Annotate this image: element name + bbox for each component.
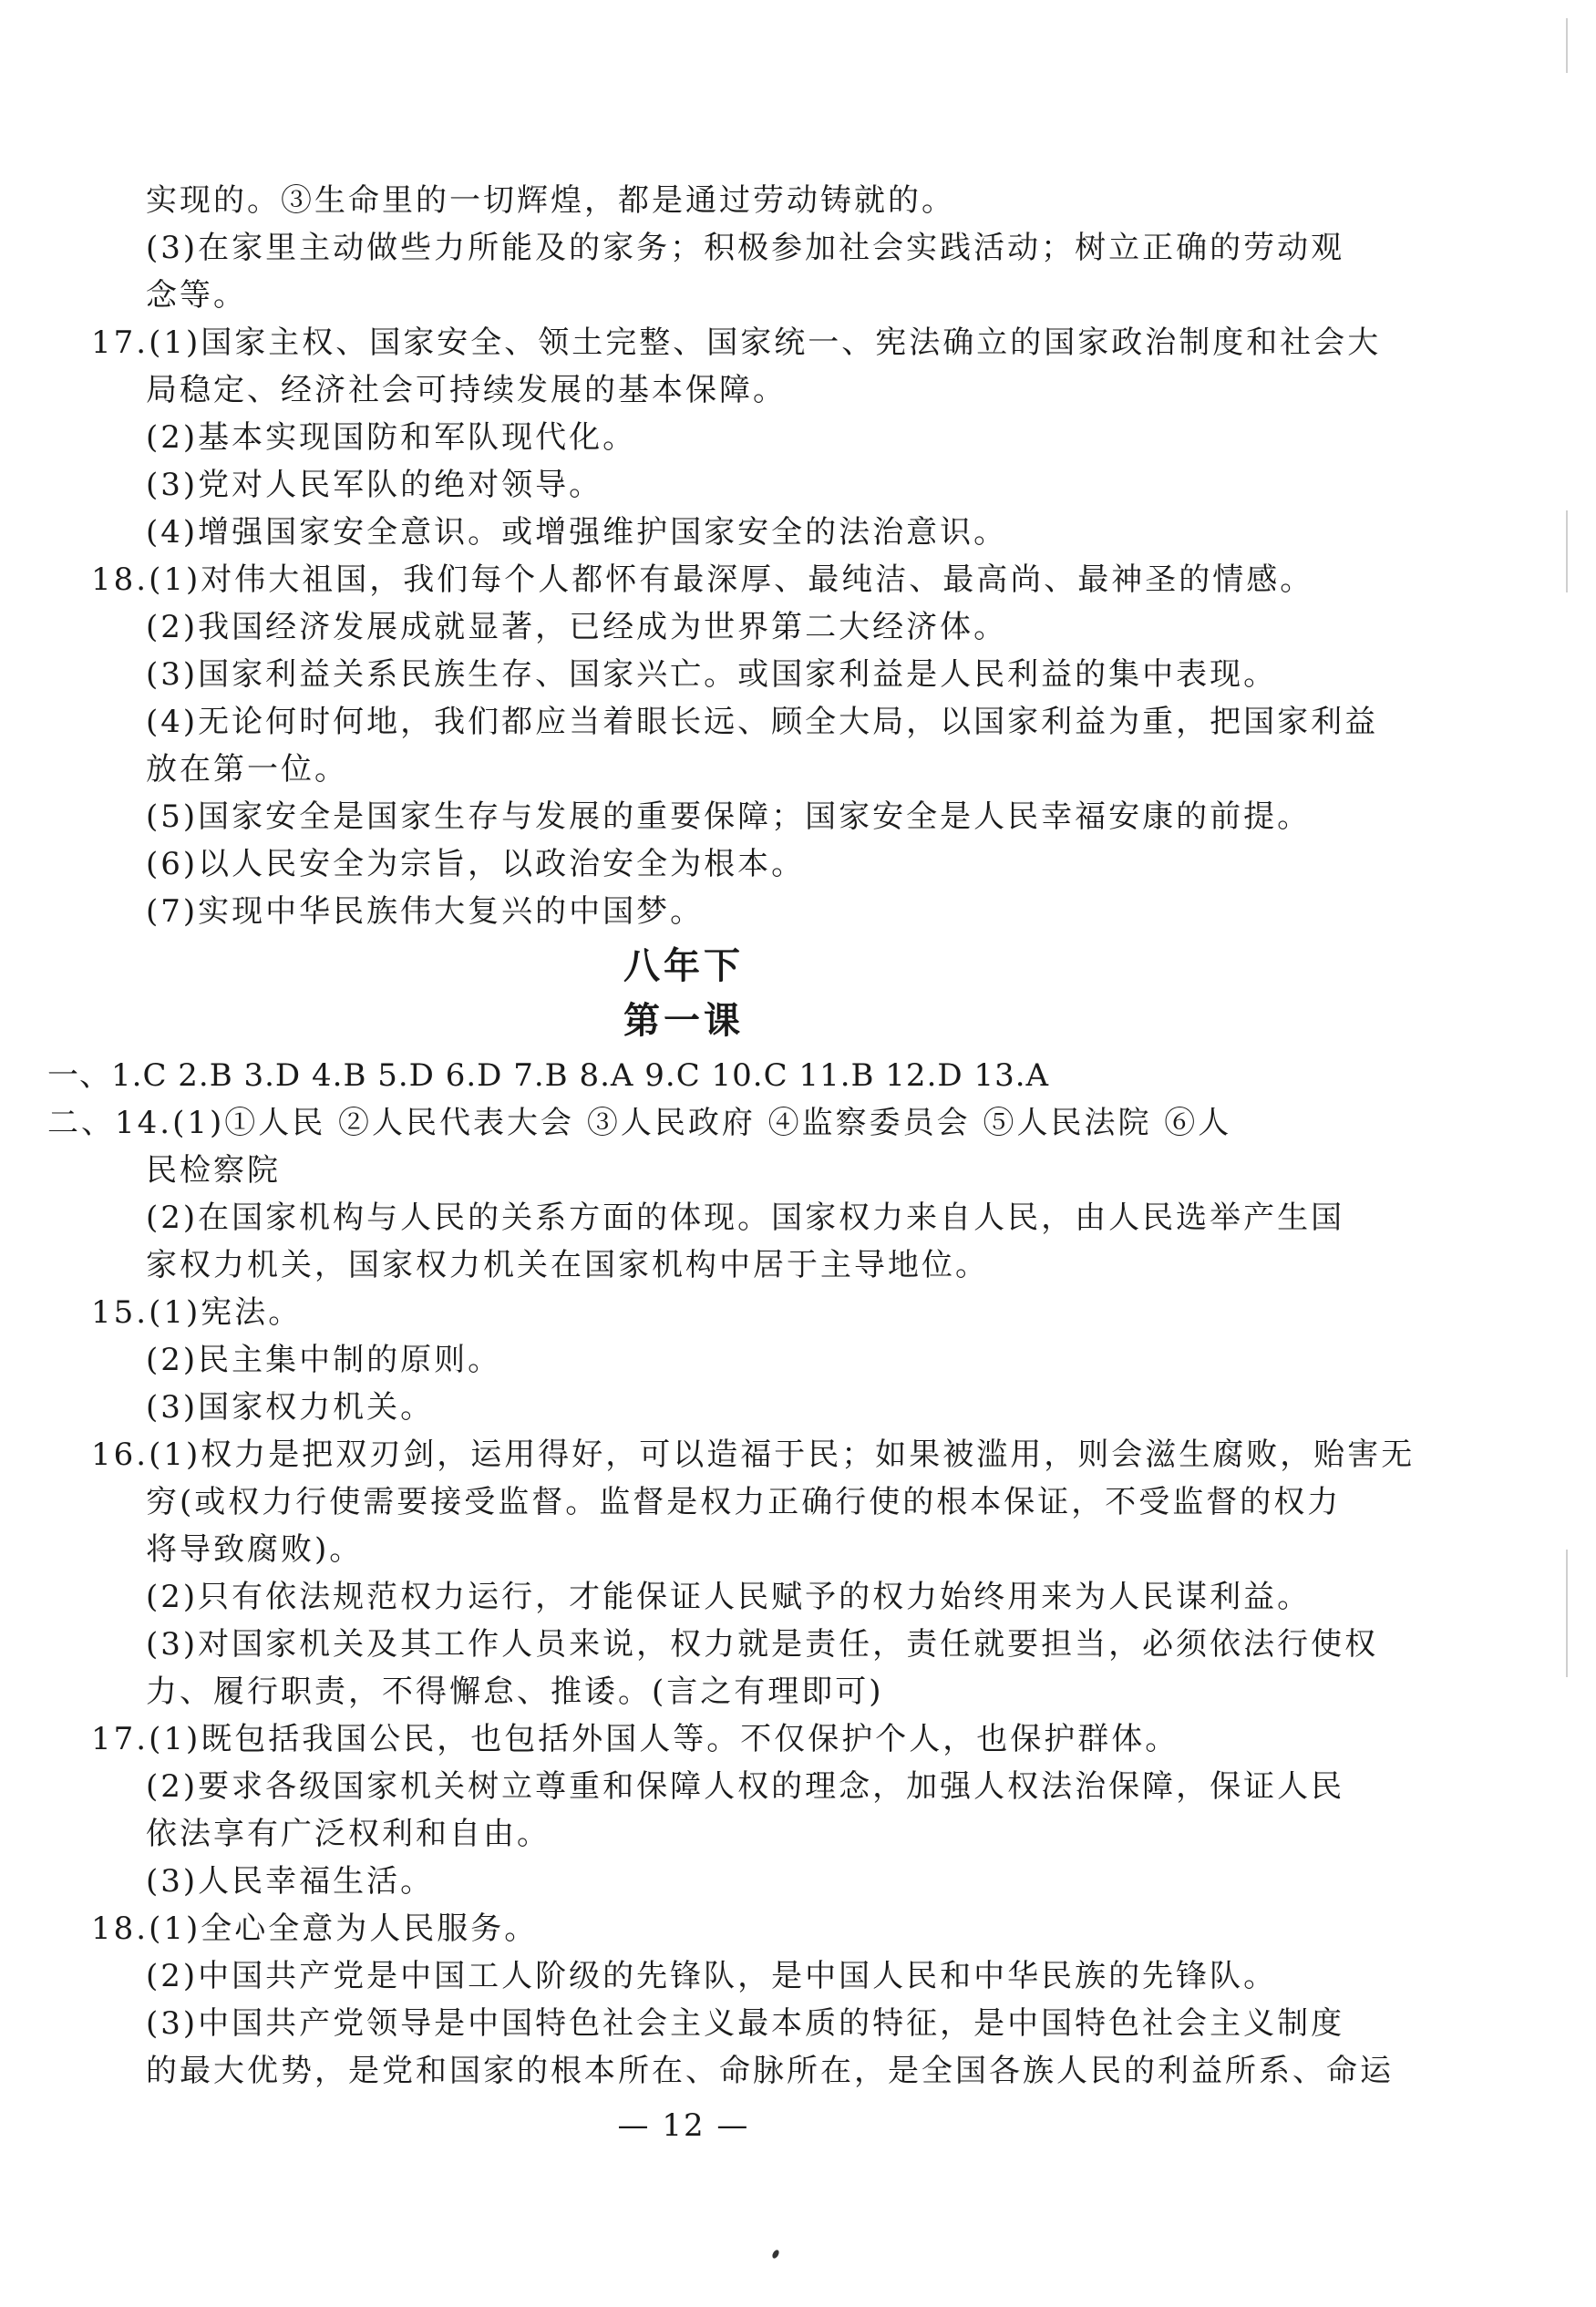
text-line: (2)我国经济发展成就显著，已经成为世界第二大经济体。 <box>146 609 1008 645</box>
question-14-line: 二、14.(1)①人民 ②人民代表大会 ③人民政府 ④监察委员会 ⑤人民法院 ⑥人 <box>47 1105 1232 1141</box>
text-line: (3)中国共产党领导是中国特色社会主义最本质的特征，是中国特色社会主义制度 <box>146 2005 1345 2042</box>
text-line: (7)实现中华民族伟大复兴的中国梦。 <box>146 893 705 930</box>
text-line: (3)国家利益关系民族生存、国家兴亡。或国家利益是人民利益的集中表现。 <box>146 656 1278 693</box>
text-line: (3)在家里主动做些力所能及的家务；积极参加社会实践活动；树立正确的劳动观 <box>146 230 1345 266</box>
text-line: (2)在国家机构与人民的关系方面的体现。国家权力来自人民，由人民选举产生国 <box>146 1200 1345 1236</box>
grade-heading: 八年下 <box>623 944 744 987</box>
scan-edge-mark <box>1566 510 1568 592</box>
text-line: (4)无论何时何地，我们都应当着眼长远、顾全大局，以国家利益为重，把国家利益 <box>146 704 1379 740</box>
text-line: 实现的。③生命里的一切辉煌，都是通过劳动铸就的。 <box>146 182 955 219</box>
text-line: 力、履行职责，不得懈怠、推诿。(言之有理即可) <box>146 1674 884 1710</box>
text-line: 穷(或权力行使需要接受监督。监督是权力正确行使的根本保证，不受监督的权力 <box>146 1484 1342 1520</box>
text-line: (2)民主集中制的原则。 <box>146 1342 502 1378</box>
text-line: (3)对国家机关及其工作人员来说，权力就是责任，责任就要担当，必须依法行使权 <box>146 1626 1379 1663</box>
text-line: 将导致腐败)。 <box>146 1531 364 1568</box>
text-line: (2)要求各级国家机关树立尊重和保障人权的理念，加强人权法治保障，保证人民 <box>146 1768 1345 1805</box>
text-line: 民检察院 <box>146 1152 281 1189</box>
scan-edge-mark <box>1566 1550 1568 1677</box>
text-line: (2)中国共产党是中国工人阶级的先锋队，是中国人民和中华民族的先锋队。 <box>146 1958 1278 1994</box>
text-line: (3)国家权力机关。 <box>146 1389 435 1426</box>
question-15-line: 15.(1)宪法。 <box>91 1294 303 1331</box>
text-line: (3)人民幸福生活。 <box>146 1863 435 1900</box>
text-line: (6)以人民安全为宗旨，以政治安全为根本。 <box>146 846 806 882</box>
text-line: 放在第一位。 <box>146 751 348 788</box>
text-line: (3)党对人民军队的绝对领导。 <box>146 467 603 503</box>
multiple-choice-answers: 一、1.C 2.B 3.D 4.B 5.D 6.D 7.B 8.A 9.C 10.C 11.B 12.D 13.A <box>47 1057 1050 1094</box>
text-line: 依法享有广泛权利和自由。 <box>146 1816 551 1852</box>
text-line: 家权力机关，国家权力机关在国家机构中居于主导地位。 <box>146 1247 989 1283</box>
question-18-line: 18.(1)全心全意为人民服务。 <box>91 1910 539 1947</box>
text-line: (2)基本实现国防和军队现代化。 <box>146 419 637 456</box>
text-line: (2)只有依法规范权力运行，才能保证人民赋予的权力始终用来为人民谋利益。 <box>146 1579 1312 1615</box>
scan-speck <box>771 2249 780 2260</box>
question-18-line: 18.(1)对伟大祖国，我们每个人都怀有最深厚、最纯洁、最高尚、最神圣的情感。 <box>91 561 1314 598</box>
text-line: (4)增强国家安全意识。或增强维护国家安全的法治意识。 <box>146 514 1008 551</box>
text-line: 念等。 <box>146 277 247 314</box>
scan-edge-mark <box>1566 18 1568 73</box>
text-line: (5)国家安全是国家生存与发展的重要保障；国家安全是人民幸福安康的前提。 <box>146 798 1312 835</box>
question-16-line: 16.(1)权力是把双刃剑，运用得好，可以造福于民；如果被滥用，则会滋生腐败，贻害无 <box>91 1437 1416 1473</box>
question-17-line: 17.(1)国家主权、国家安全、领土完整、国家统一、宪法确立的国家政治制度和社会大 <box>91 324 1382 361</box>
lesson-heading: 第一课 <box>623 999 744 1042</box>
question-17-line: 17.(1)既包括我国公民，也包括外国人等。不仅保护个人，也保护群体。 <box>91 1721 1179 1757</box>
page-number: — 12 — <box>617 2107 750 2144</box>
text-line: 的最大优势，是党和国家的根本所在、命脉所在，是全国各族人民的利益所系、命运 <box>146 2053 1394 2089</box>
text-line: 局稳定、经济社会可持续发展的基本保障。 <box>146 372 787 408</box>
